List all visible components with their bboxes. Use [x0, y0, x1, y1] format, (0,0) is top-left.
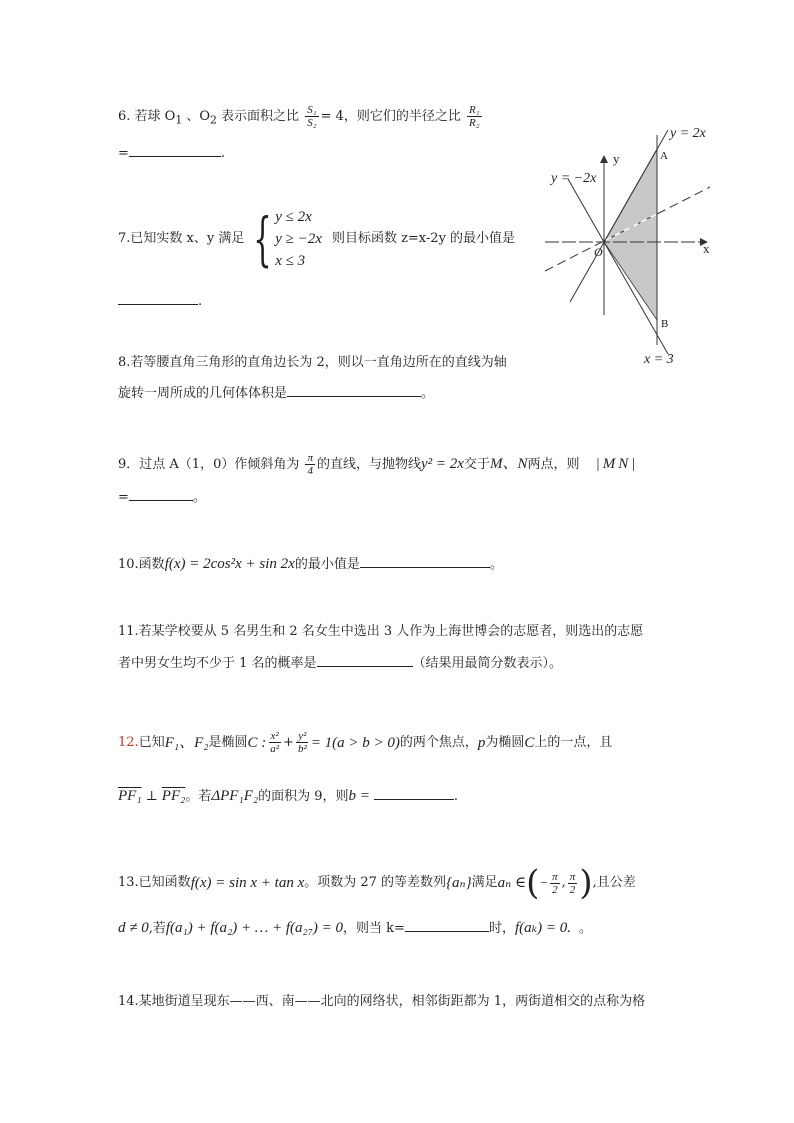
q6-radius-ratio — [467, 104, 482, 129]
q11-text-a: 者中男女生均不少于 1 名的概率是 — [118, 656, 317, 671]
q9-abs-mn: |MN| — [595, 456, 639, 472]
label-y-2x: y = 2x — [670, 126, 706, 141]
label-x-axis: x — [703, 241, 710, 256]
q7-line1 — [118, 206, 515, 272]
q12-answer-blank[interactable] — [374, 787, 454, 800]
q9-eq-prefix: = — [118, 490, 129, 505]
q6-line1 — [118, 104, 484, 131]
q13-text-c: 满足 — [471, 875, 498, 890]
q13-suffix: 。 — [578, 921, 592, 936]
q6-sub2: 2 — [210, 113, 217, 127]
q9-answer-blank[interactable] — [129, 488, 193, 501]
q13-func: f(x) = sin x + tan x — [190, 875, 305, 891]
label-point-a: A — [660, 150, 668, 162]
q13-text-e: ,若 — [148, 921, 166, 936]
q13-frac-left — [550, 871, 560, 896]
q13-frac-right — [568, 871, 578, 896]
q12-ellipse-tail: = 1(a > b > 0) — [310, 734, 400, 751]
q6-eq: = 4 — [320, 109, 344, 124]
q13-sum: f(a₁) + f(a₂) + … + f(a₂₇) = 0 — [165, 920, 344, 936]
q13-line1: 13.已知函数 f(x) = sin x + tan x 。项数为 27 的等差数列 {aₙ} 满足 aₙ ∈ ( − $\frac{\pi}{2}$ , $\frac{\pi}{2}$ ) , 且公差 — [118, 863, 636, 903]
q9-text-b: 的直线，与抛物线 — [317, 457, 422, 472]
q7-cond3: x ≤ 3 — [275, 253, 306, 269]
q12-text-b: 是椭圆 — [208, 734, 248, 750]
q13-text-d: 且公差 — [596, 875, 636, 890]
q9-line2 — [118, 488, 206, 508]
q9-frac-den: 4 — [307, 465, 313, 477]
q13-frac-left-den: 2 — [552, 883, 558, 896]
label-origin: O — [594, 245, 603, 259]
q7-line2 — [118, 292, 202, 312]
q11-answer-blank[interactable] — [317, 654, 413, 667]
q9-text-a: 9．过点 A（1，0）作倾斜角为 — [118, 457, 300, 472]
q12-plus: + — [283, 734, 294, 750]
q7-cond2: y ≥ −2x — [275, 231, 322, 247]
label-y-neg2x: y = −2x — [551, 171, 597, 186]
q7-constraints — [275, 206, 322, 272]
q12-text-a: 已知 — [138, 734, 165, 750]
q10-suffix: 。 — [489, 557, 503, 572]
q12-text-d: 为椭圆 — [485, 734, 525, 750]
q6-text-c: ，则它们的半径之比 — [343, 109, 461, 124]
q13-text-a: 13.已知函数 — [118, 875, 191, 890]
q7-text-b: 则目标函数 z=x-2y 的最小值是 — [331, 231, 516, 246]
q13-text-b: 。项数为 27 的等差数列 — [304, 875, 447, 890]
feasible-region — [604, 149, 657, 320]
q12-text-f: 。若 — [185, 789, 212, 804]
q11-text-b: （结果用最简分数表示）。 — [412, 656, 563, 671]
q6-eq-prefix: = — [118, 146, 129, 161]
q11-line1: 11.若某学校要从 5 名男生和 2 名女生中选出 3 人作为上海世博会的志愿者，则选出的志愿 — [118, 624, 644, 639]
q6-line2 — [118, 144, 225, 164]
q8-line2 — [118, 384, 434, 404]
q7-brace: { — [253, 205, 273, 273]
q12-frac1-num: x² — [270, 730, 279, 742]
q6-frac-den: S₂ — [307, 117, 317, 129]
q12-foci: F₁、F₂ — [164, 734, 209, 751]
q12-frac1-den: a² — [270, 743, 280, 755]
q6-suffix: . — [220, 146, 226, 161]
q6-frac-num: S₁ — [307, 104, 317, 116]
q12-p: p — [477, 734, 486, 751]
q12-text-c: 的两个焦点， — [399, 734, 478, 750]
q12-ellipse-c: C : — [247, 734, 267, 751]
q12-text-g: 的面积为 9，则 — [258, 789, 349, 804]
q12-suffix: . — [453, 789, 458, 804]
q14-line1: 14.某地街道呈现东——西、南——北向的网络状，相邻街距都为 1，两街道相交的点称为格 — [118, 994, 646, 1009]
q13-line2 — [118, 918, 592, 939]
q13-frac-right-num: π — [569, 870, 576, 883]
q12-vector-pf1: PF₁ — [118, 788, 142, 804]
q12-line2 — [118, 786, 458, 807]
q9-parabola: y² = 2x — [421, 456, 464, 472]
label-y-axis: y — [613, 151, 620, 166]
q8-answer-blank[interactable] — [287, 384, 421, 397]
label-point-b: B — [661, 318, 669, 330]
q6-sep: 、O — [182, 109, 211, 124]
q9-suffix: 。 — [192, 490, 206, 505]
q12-frac-y — [296, 730, 309, 755]
q8-text: 旋转一周所成的几何体体积是 — [118, 386, 288, 401]
q12-c2: C — [524, 734, 535, 751]
q7-suffix: . — [198, 294, 203, 309]
q12-frac2-num: y² — [298, 730, 307, 742]
q6-text: 6. 若球 O — [118, 109, 176, 124]
q7-answer-blank[interactable] — [118, 292, 198, 305]
y-axis-arrow — [600, 155, 608, 163]
q13-paren-left: ( — [526, 863, 540, 903]
q12-line1 — [118, 730, 612, 755]
q9-text-d: 两点，则 — [527, 457, 580, 472]
q7-constraint-system — [244, 206, 322, 272]
q10-answer-blank[interactable] — [360, 555, 490, 568]
q9-angle — [305, 452, 315, 477]
q12-vector-pf2: PF₂ — [161, 788, 186, 804]
q7-cond1: y ≤ 2x — [275, 209, 312, 225]
q12-frac2-den: b² — [297, 743, 307, 755]
q6-frac2-den: R₂ — [468, 117, 480, 129]
q6-frac2-num: R₁ — [468, 104, 480, 116]
q13-an-in: aₙ ∈ — [497, 875, 527, 891]
feasible-region-figure — [540, 115, 740, 365]
q8-suffix: 。 — [421, 386, 435, 401]
q12-triangle: ΔPF₁F₂ — [211, 788, 259, 804]
q11-line2 — [118, 654, 562, 674]
q13-paren-right: ) — [579, 863, 593, 903]
q9-text-c: 交于 — [463, 457, 490, 472]
q10-text-b: 的最小值是 — [294, 557, 360, 572]
q7-text-a: 7.已知实数 x、y 满足 — [118, 231, 245, 246]
q9-frac-num: π — [307, 452, 313, 464]
q13-answer-blank[interactable] — [405, 919, 489, 932]
q12-perp: ⊥ — [145, 789, 158, 804]
q13-fak: f(aₖ) = 0. — [514, 920, 571, 936]
q6-text-b: 表示面积之比 — [216, 109, 300, 124]
q9-line1 — [118, 452, 638, 477]
q13-text-f: ，则当 k= — [343, 921, 405, 936]
q12-text-e: 上的一点，且 — [534, 734, 613, 750]
q13-frac-right-den: 2 — [569, 883, 576, 896]
q10-line — [118, 554, 503, 575]
q6-answer-blank[interactable] — [129, 144, 221, 157]
q6-area-ratio — [305, 104, 318, 129]
q12-frac-x — [268, 730, 281, 755]
q12-number: 12. — [118, 734, 139, 750]
q10-func: f(x) = 2cos²x + sin 2x — [164, 556, 295, 572]
q13-text-g: 时， — [488, 921, 515, 936]
q13-d: d ≠ 0 — [118, 920, 149, 936]
q9-points: M、N — [489, 456, 528, 472]
q13-frac-left-num: π — [552, 870, 558, 883]
q13-seq: {aₙ} — [446, 875, 472, 891]
q8-line1: 8.若等腰直角三角形的直角边长为 2，则以一直角边所在的直线为轴 — [118, 355, 507, 370]
label-x-3: x = 3 — [644, 352, 674, 365]
q10-text-a: 10.函数 — [118, 557, 165, 572]
q6-sub1: 1 — [175, 113, 183, 127]
q12-b-eq: b = — [348, 788, 370, 804]
